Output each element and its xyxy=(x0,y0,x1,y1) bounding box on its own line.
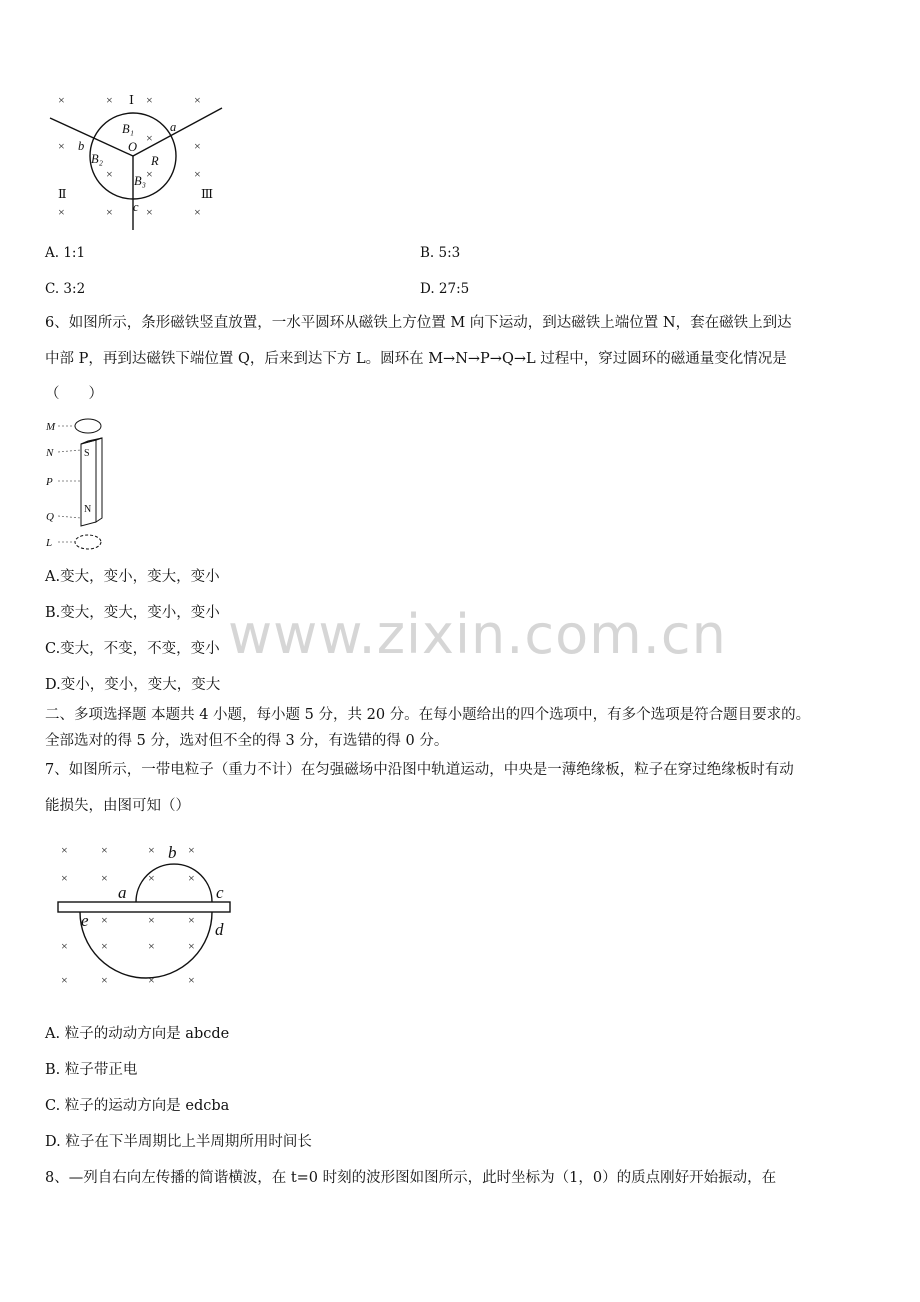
magnet-side xyxy=(96,438,102,522)
cross-mark: × xyxy=(61,843,68,857)
cross-mark: × xyxy=(101,871,108,885)
watermark: www.zixin.com.cn xyxy=(228,603,727,666)
label-I: Ⅰ xyxy=(129,93,134,107)
cross-mark: × xyxy=(188,939,195,953)
q6-option-c[interactable]: C.变大，不变，不变，变小 xyxy=(45,641,220,657)
label-III: Ⅲ xyxy=(201,187,214,201)
label-B2: B₂ xyxy=(91,152,103,166)
cross-mark: × xyxy=(106,93,113,107)
label-B1: B₁ xyxy=(122,122,134,136)
pos-q: Q xyxy=(46,511,54,523)
label-B3: B₃ xyxy=(134,174,146,188)
pos-n: N xyxy=(46,447,54,459)
figure-particle-trajectory xyxy=(54,836,238,992)
point-b: b xyxy=(168,843,177,862)
q7-stem-line1: 7、如图所示，一带电粒子（重力不计）在匀强磁场中沿图中轨道运动，中央是一薄绝缘板，粒子在穿过绝缘板时有动 xyxy=(45,762,794,778)
label-R: R xyxy=(151,154,159,168)
q6-option-a[interactable]: A.变大，变小，变大，变小 xyxy=(45,569,220,585)
q5-option-c[interactable]: C. 3:2 xyxy=(45,281,86,297)
q5-option-b[interactable]: B. 5:3 xyxy=(420,245,461,261)
cross-mark: × xyxy=(61,973,68,987)
cross-mark: × xyxy=(194,167,201,181)
q8-stem-line1: 8、—列自右向左传播的简谐横波，在 t=0 时刻的波形图如图所示，此时坐标为（1，0）的质点刚好开始振动，在 xyxy=(45,1170,777,1186)
cross-mark: × xyxy=(61,871,68,885)
cross-mark: × xyxy=(106,205,113,219)
label-c: c xyxy=(133,200,139,214)
cross-mark: × xyxy=(106,167,113,181)
cross-mark: × xyxy=(101,973,108,987)
figure-magnetic-regions xyxy=(40,88,230,233)
label-O: O xyxy=(128,140,138,154)
cross-mark: × xyxy=(188,871,195,885)
q7-option-b[interactable]: B. 粒子带正电 xyxy=(45,1062,138,1078)
label-II: Ⅱ xyxy=(58,187,67,201)
q5-option-d[interactable]: D. 27:5 xyxy=(420,281,470,297)
q6-stem-line3: （ ） xyxy=(45,386,103,402)
cross-mark: × xyxy=(188,913,195,927)
figure-bar-magnet xyxy=(44,414,120,554)
cross-mark: × xyxy=(61,939,68,953)
cross-mark: × xyxy=(58,93,65,107)
q5-option-a[interactable]: A. 1:1 xyxy=(45,245,86,261)
pole-n: N xyxy=(84,504,92,515)
point-a: a xyxy=(118,883,127,902)
ring-m xyxy=(75,419,101,433)
q6-option-b[interactable]: B.变大，变大，变小，变小 xyxy=(45,605,220,621)
q7-option-a[interactable]: A. 粒子的动动方向是 abcde xyxy=(45,1026,230,1042)
q6-stem-line1: 6、如图所示，条形磁铁竖直放置，一水平圆环从磁铁上方位置 M 向下运动，到达磁铁上端位置 N，套在磁铁上到达 xyxy=(45,315,792,331)
label-a: a xyxy=(170,120,177,134)
cross-mark: × xyxy=(101,913,108,927)
cross-mark: × xyxy=(188,973,195,987)
cross-mark: × xyxy=(148,913,155,927)
cross-mark: × xyxy=(194,139,201,153)
cross-mark: × xyxy=(194,205,201,219)
q6-option-d[interactable]: D.变小，变小，变大，变大 xyxy=(45,677,221,693)
pos-l: L xyxy=(46,537,53,549)
q7-option-c[interactable]: C. 粒子的运动方向是 edcba xyxy=(45,1098,230,1114)
point-c: c xyxy=(216,883,224,902)
cross-mark: × xyxy=(58,205,65,219)
cross-mark: × xyxy=(146,93,153,107)
q7-option-d[interactable]: D. 粒子在下半周期比上半周期所用时间长 xyxy=(45,1134,312,1150)
cross-mark: × xyxy=(148,973,155,987)
cross-mark: × xyxy=(148,843,155,857)
section2-heading-line1: 二、多项选择题 本题共 4 小题，每小题 5 分，共 20 分。在每小题给出的四个选项中，有多个选项是符合题目要求的。 xyxy=(45,707,811,723)
q6-stem-line2: 中部 P，再到达磁铁下端位置 Q，后来到达下方 L。圆环在 M→N→P→Q→L 过程中，穿过圆环的磁通量变化情况是 xyxy=(45,351,787,367)
cross-mark: × xyxy=(148,871,155,885)
pos-m: M xyxy=(46,421,56,433)
cross-mark: × xyxy=(101,939,108,953)
cross-mark: × xyxy=(146,205,153,219)
cross-mark: × xyxy=(101,843,108,857)
cross-mark: × xyxy=(58,139,65,153)
cross-mark: × xyxy=(194,93,201,107)
pole-s: S xyxy=(84,448,90,459)
q7-stem-line2: 能损失，由图可知（） xyxy=(45,798,190,814)
cross-mark: × xyxy=(146,131,153,145)
section2-heading-line2: 全部选对的得 5 分，选对但不全的得 3 分，有选错的得 0 分。 xyxy=(45,733,449,749)
pos-p: P xyxy=(46,476,53,488)
cross-mark: × xyxy=(188,843,195,857)
ring-l xyxy=(75,535,101,549)
point-d: d xyxy=(215,920,224,939)
point-e: e xyxy=(81,911,89,930)
label-b: b xyxy=(78,139,85,153)
cross-mark: × xyxy=(146,167,153,181)
cross-mark: × xyxy=(148,939,155,953)
